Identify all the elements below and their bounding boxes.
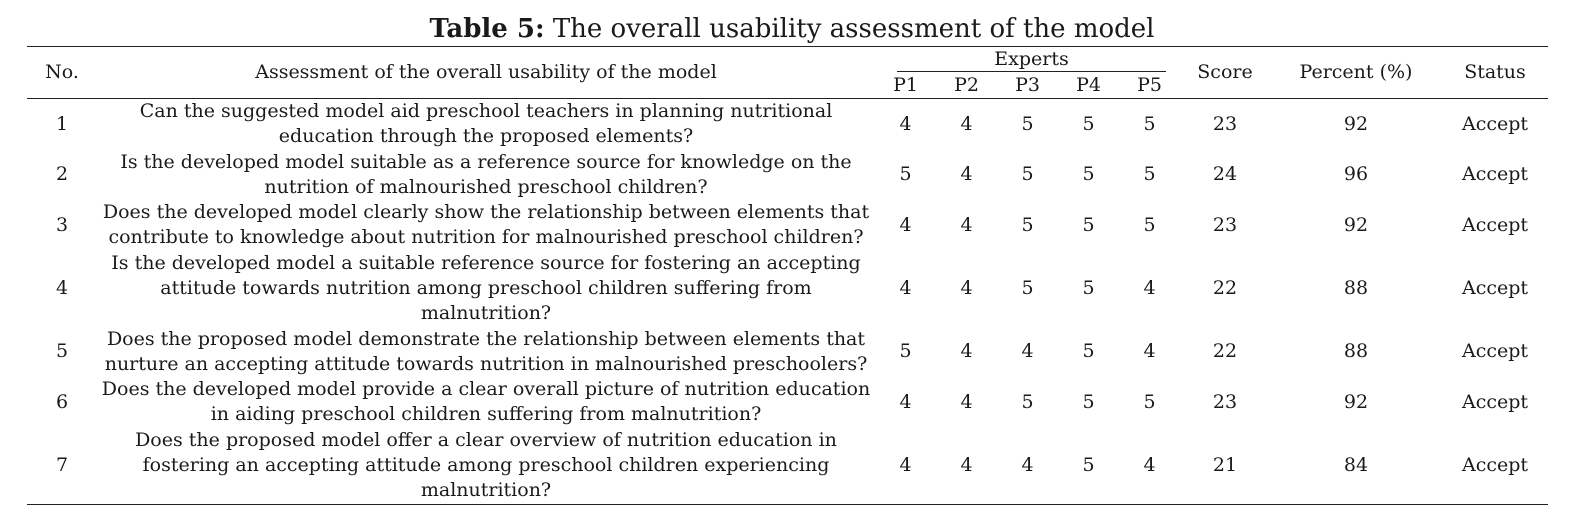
row-p4-score: 5 bbox=[1082, 163, 1095, 186]
row-p5-score: 4 bbox=[1143, 277, 1156, 299]
row-p4-score: 5 bbox=[1082, 112, 1095, 135]
row-p5-score: 4 bbox=[1143, 340, 1156, 363]
row-p5-score: 5 bbox=[1143, 163, 1156, 186]
row-p3-score: 5 bbox=[1021, 112, 1034, 135]
row-p1-score: 5 bbox=[899, 340, 912, 363]
row-number: 1 bbox=[55, 112, 69, 135]
row-p3-score: 5 bbox=[1021, 390, 1034, 413]
header-p4: P4 bbox=[1058, 72, 1119, 99]
header-p3: P3 bbox=[997, 72, 1058, 99]
caption-title: The overall usability assessment of the model bbox=[552, 14, 1155, 44]
row-p1-score: 4 bbox=[899, 112, 912, 135]
table-caption bbox=[0, 12, 1584, 46]
caption-label: Table 5: bbox=[429, 14, 545, 44]
row-p2-score: 4 bbox=[936, 428, 997, 505]
row-total-score: 21 bbox=[1180, 428, 1270, 505]
row-status: Accept bbox=[1461, 277, 1529, 299]
row-p3-score: 5 bbox=[1021, 277, 1034, 299]
row-p3-score: 4 bbox=[1021, 340, 1034, 363]
row-p2-score: 4 bbox=[960, 390, 973, 413]
row-percent: 88 bbox=[1343, 340, 1369, 363]
row-status: Accept bbox=[1461, 340, 1529, 363]
row-number: 5 bbox=[55, 340, 69, 363]
row-p2-score: 4 bbox=[960, 163, 973, 186]
row-p1-score: 5 bbox=[899, 163, 912, 186]
table-row bbox=[27, 377, 1548, 428]
row-p1-score: 4 bbox=[899, 390, 912, 413]
row-status: Accept bbox=[1461, 390, 1529, 413]
row-p5-score: 5 bbox=[1143, 112, 1156, 135]
header-no: No. bbox=[27, 47, 97, 99]
table-row bbox=[27, 99, 1548, 150]
header-p2: P2 bbox=[936, 72, 997, 99]
row-p4-score: 5 bbox=[1058, 428, 1119, 505]
row-total-score: 22 bbox=[1212, 340, 1238, 363]
table-row bbox=[27, 428, 1548, 505]
row-status: Accept bbox=[1461, 213, 1529, 236]
table-body bbox=[27, 99, 1548, 505]
table-row bbox=[27, 200, 1548, 251]
row-p3-score: 5 bbox=[1021, 163, 1034, 186]
row-total-score: 23 bbox=[1212, 112, 1238, 135]
header-percent: Percent (%) bbox=[1270, 47, 1442, 99]
row-p4-score: 5 bbox=[1082, 340, 1095, 363]
row-percent: 88 bbox=[1343, 277, 1369, 299]
row-question: Is the developed model suitable as a reference source for knowledge on the nutrition of malnourished preschool children? bbox=[120, 150, 852, 198]
row-question: Does the developed model provide a clear overall picture of nutrition education in aiding preschool children suffering from malnutrition? bbox=[101, 378, 871, 426]
row-status: Accept bbox=[1461, 163, 1529, 186]
header-p1: P1 bbox=[875, 72, 936, 99]
row-p2-score: 4 bbox=[960, 340, 973, 363]
row-total-score: 23 bbox=[1212, 390, 1238, 413]
row-p4-score: 5 bbox=[1082, 277, 1095, 299]
header-p5: P5 bbox=[1119, 72, 1180, 99]
row-question: Does the proposed model demonstrate the relationship between elements that nurture an accepting attitude towards nutrition in malnourished preschoolers? bbox=[104, 327, 868, 375]
row-p1-score: 4 bbox=[899, 277, 912, 299]
row-percent: 92 bbox=[1343, 390, 1369, 413]
row-total-score: 23 bbox=[1212, 213, 1238, 236]
row-p2-score: 4 bbox=[960, 277, 973, 299]
row-p3-score: 5 bbox=[1021, 213, 1034, 236]
row-number: 7 bbox=[27, 428, 97, 505]
row-total-score: 24 bbox=[1212, 163, 1238, 186]
row-question: Is the developed model a suitable reference source for fostering an accepting attitude towards nutrition among preschool children suffering from malnutrition? bbox=[111, 252, 861, 324]
row-question: Does the developed model clearly show the relationship between elements that contribute to knowledge about nutrition for malnourished preschool children? bbox=[102, 201, 870, 249]
row-percent: 96 bbox=[1343, 163, 1369, 186]
row-percent: 92 bbox=[1343, 112, 1369, 135]
row-p5-score: 4 bbox=[1119, 428, 1180, 505]
row-p5-score: 5 bbox=[1143, 213, 1156, 236]
row-number: 2 bbox=[55, 163, 69, 186]
row-p1-score: 4 bbox=[875, 428, 936, 505]
row-p2-score: 4 bbox=[960, 213, 973, 236]
table-row bbox=[27, 327, 1548, 378]
row-status: Accept bbox=[1442, 428, 1548, 505]
row-number: 4 bbox=[55, 277, 69, 299]
header-experts-label: Experts bbox=[897, 47, 1166, 72]
row-p1-score: 4 bbox=[899, 213, 912, 236]
table-header bbox=[27, 47, 1548, 99]
row-total-score: 22 bbox=[1212, 277, 1238, 299]
header-assessment: Assessment of the overall usability of the model bbox=[97, 47, 875, 99]
row-number: 6 bbox=[55, 390, 69, 413]
row-number: 3 bbox=[55, 213, 69, 236]
row-p4-score: 5 bbox=[1082, 213, 1095, 236]
row-p3-score: 4 bbox=[997, 428, 1058, 505]
header-experts bbox=[875, 47, 1180, 73]
row-p2-score: 4 bbox=[960, 112, 973, 135]
row-p5-score: 5 bbox=[1143, 390, 1156, 413]
table-row bbox=[27, 251, 1548, 327]
header-status: Status bbox=[1442, 47, 1548, 99]
usability-table bbox=[27, 46, 1548, 505]
row-percent: 92 bbox=[1343, 213, 1369, 236]
row-question: Can the suggested model aid preschool teachers in planning nutritional education through the proposed elements? bbox=[139, 100, 833, 148]
row-p4-score: 5 bbox=[1082, 390, 1095, 413]
row-question: Does the proposed model offer a clear overview of nutrition education in fostering an accepting attitude among preschool children experiencing malnutrition? bbox=[97, 428, 875, 505]
header-score: Score bbox=[1180, 47, 1270, 99]
row-percent: 84 bbox=[1270, 428, 1442, 505]
table-row bbox=[27, 150, 1548, 201]
row-status: Accept bbox=[1461, 112, 1529, 135]
